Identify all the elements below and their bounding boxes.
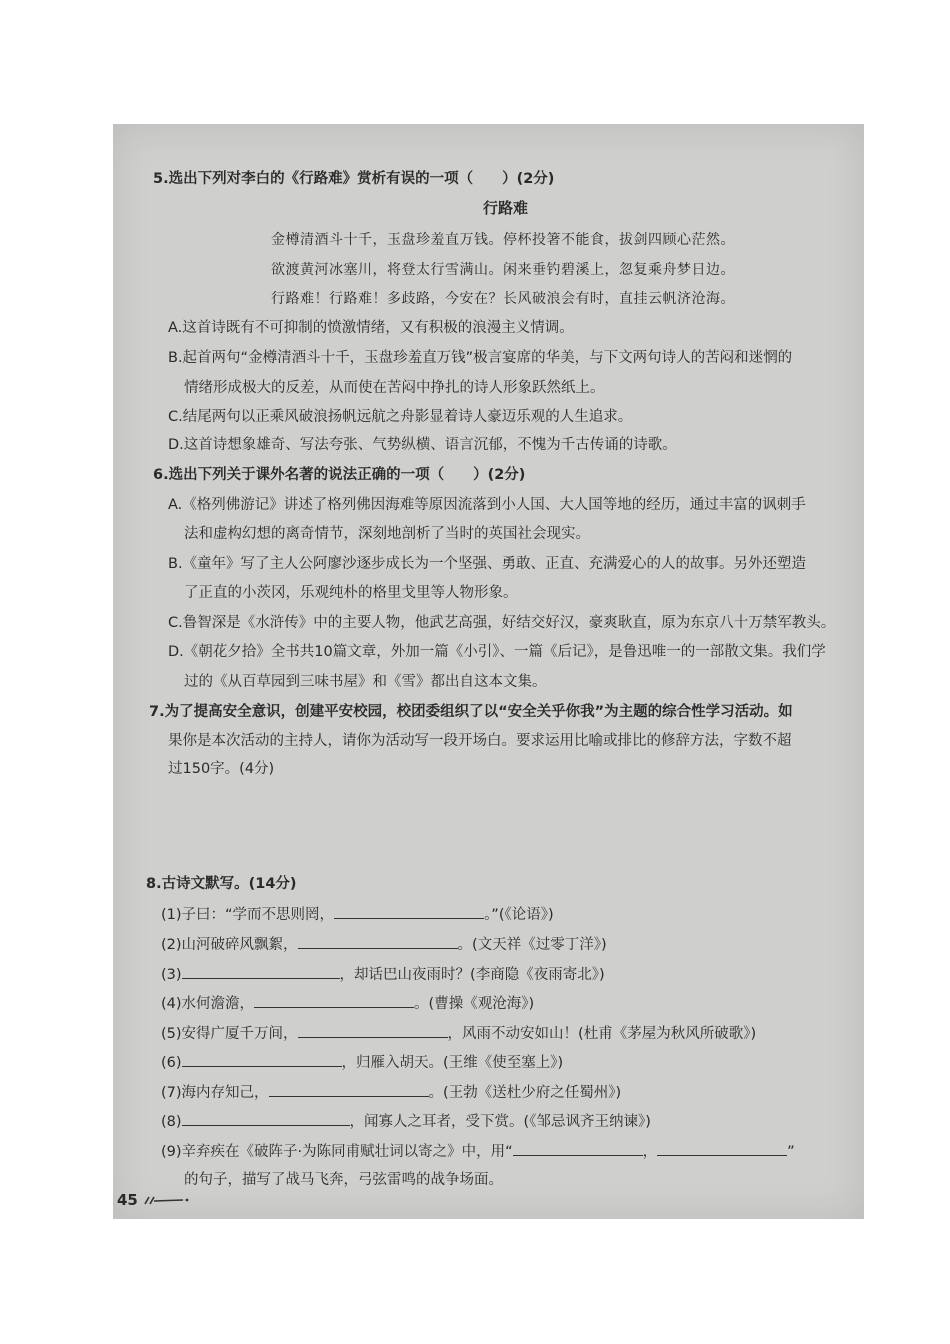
q8-item-7-post: 。(王勃《送杜少府之任蜀州》) xyxy=(428,1085,622,1101)
q8-item-9-cont: 的句子，描写了战马飞奔，弓弦雷鸣的战争场面。 xyxy=(184,1172,503,1188)
page-number: 45 xyxy=(117,1191,138,1209)
question-5-option-b-cont: 情绪形成极大的反差，从而使在苦闷中挣扎的诗人形象跃然纸上。 xyxy=(184,380,605,396)
question-7-line-3: 过150字。(4分) xyxy=(168,761,275,777)
q8-item-4-pre: (4)水何澹澹， xyxy=(161,996,255,1012)
q8-item-9 xyxy=(161,1141,795,1162)
answer-blank[interactable] xyxy=(182,1052,342,1067)
q8-item-3 xyxy=(161,964,605,985)
poem-title: 行路难 xyxy=(483,199,529,217)
answer-blank[interactable] xyxy=(334,904,484,919)
q8-item-1-post: 。”(《论语》) xyxy=(484,907,554,923)
q8-item-4-post: 。(曹操《观沧海》) xyxy=(414,996,535,1012)
question-6-stem: 6.选出下列关于课外名著的说法正确的一项（ ）(2分) xyxy=(153,467,526,483)
q8-item-8-pre: (8) xyxy=(161,1114,182,1130)
question-6-option-b: B.《童年》写了主人公阿廖沙逐步成长为一个坚强、勇敢、正直、充满爱心的人的故事。另外还塑造 xyxy=(168,556,807,572)
question-6-option-a-cont: 法和虚构幻想的离奇情节，深刻地剖析了当时的英国社会现实。 xyxy=(184,526,590,542)
q8-item-6 xyxy=(161,1052,563,1073)
q8-item-9-pre: (9)辛弃疾在《破阵子·为陈同甫赋壮词以寄之》中，用“ xyxy=(161,1144,513,1160)
question-5-option-d: D.这首诗想象雄奇、写法夸张、气势纵横、语言沉郁，不愧为千古传诵的诗歌。 xyxy=(168,437,677,453)
answer-blank[interactable] xyxy=(254,993,414,1008)
q8-item-9-mid: ， xyxy=(642,1144,658,1160)
poem-line-3: 行路难！行路难！多歧路，今安在？长风破浪会有时，直挂云帆济沧海。 xyxy=(271,291,735,307)
answer-blank[interactable] xyxy=(298,1023,448,1038)
q8-item-1-pre: (1)子曰：“学而不思则罔， xyxy=(161,907,335,923)
q8-item-2 xyxy=(161,934,607,955)
q8-item-8 xyxy=(161,1111,651,1132)
answer-blank[interactable] xyxy=(298,934,458,949)
q8-item-7-pre: (7)海内存知己， xyxy=(161,1085,269,1101)
question-5-option-a: A.这首诗既有不可抑制的愤激情绪，又有积极的浪漫主义情调。 xyxy=(168,320,574,336)
q8-item-7 xyxy=(161,1082,621,1103)
question-6-option-d: D.《朝花夕拾》全书共10篇文章，外加一篇《小引》、一篇《后记》，是鲁迅唯一的一部散文集。我们学 xyxy=(168,644,826,660)
question-5-stem: 5.选出下列对李白的《行路难》赏析有误的一项（ ）(2分) xyxy=(153,171,555,187)
q8-item-5 xyxy=(161,1023,756,1044)
q8-item-5-pre: (5)安得广厦千万间， xyxy=(161,1026,298,1042)
q8-item-9-post: ” xyxy=(787,1144,795,1160)
poem-line-2: 欲渡黄河冰塞川，将登太行雪满山。闲来垂钓碧溪上，忽复乘舟梦日边。 xyxy=(271,262,735,278)
poem-line-1: 金樽清酒斗十千，玉盘珍羞直万钱。停杯投箸不能食，拔剑四顾心茫然。 xyxy=(271,232,735,248)
q8-item-6-post: ，归雁入胡天。(王维《使至塞上》) xyxy=(341,1055,564,1071)
answer-blank[interactable] xyxy=(182,1111,350,1126)
question-6-option-d-cont: 过的《从百草园到三味书屋》和《雪》都出自这本文集。 xyxy=(184,674,547,690)
q8-item-8-post: ，闻寡人之耳者，受下赏。(《邹忌讽齐王纳谏》) xyxy=(349,1114,651,1130)
question-6-option-c: C.鲁智深是《水浒传》中的主要人物，他武艺高强，好结交好汉，豪爽耿直，原为东京八十万禁军教头。 xyxy=(168,615,836,631)
exam-page xyxy=(113,124,864,1219)
q8-item-1 xyxy=(161,904,554,925)
question-6-option-b-cont: 了正直的小茨冈，乐观纯朴的格里戈里等人物形象。 xyxy=(184,585,518,601)
q8-item-4 xyxy=(161,993,534,1014)
page-ornament-icon xyxy=(143,1194,191,1206)
question-6-option-a: A.《格列佛游记》讲述了格列佛因海难等原因流落到小人国、大人国等地的经历，通过丰富的讽刺手 xyxy=(168,497,806,513)
question-7-line-2: 果你是本次活动的主持人，请你为活动写一段开场白。要求运用比喻或排比的修辞方法，字数不超 xyxy=(168,733,792,749)
q8-item-6-pre: (6) xyxy=(161,1055,182,1071)
q8-item-3-pre: (3) xyxy=(161,967,182,983)
q8-item-5-post: ，风雨不动安如山！(杜甫《茅屋为秋风所破歌》) xyxy=(447,1026,757,1042)
answer-blank[interactable] xyxy=(269,1082,429,1097)
page-content xyxy=(113,124,864,1219)
q8-item-3-post: ，却话巴山夜雨时？(李商隐《夜雨寄北》) xyxy=(339,967,605,983)
answer-blank[interactable] xyxy=(513,1141,643,1156)
q8-item-2-pre: (2)山河破碎风飘絮， xyxy=(161,937,298,953)
answer-blank[interactable] xyxy=(657,1141,787,1156)
question-7-line-1: 7.为了提高安全意识，创建平安校园，校团委组织了以“安全关乎你我”为主题的综合性学习活动。如 xyxy=(149,704,793,720)
answer-blank[interactable] xyxy=(182,964,340,979)
question-5-option-c: C.结尾两句以正乘风破浪扬帆远航之舟影显着诗人豪迈乐观的人生追求。 xyxy=(168,409,633,425)
question-8-stem: 8.古诗文默写。(14分) xyxy=(146,876,297,892)
question-5-option-b: B.起首两句“金樽清酒斗十千，玉盘珍羞直万钱”极言宴席的华美，与下文两句诗人的苦闷和迷惘的 xyxy=(168,350,793,366)
q8-item-2-post: 。(文天祥《过零丁洋》) xyxy=(457,937,607,953)
